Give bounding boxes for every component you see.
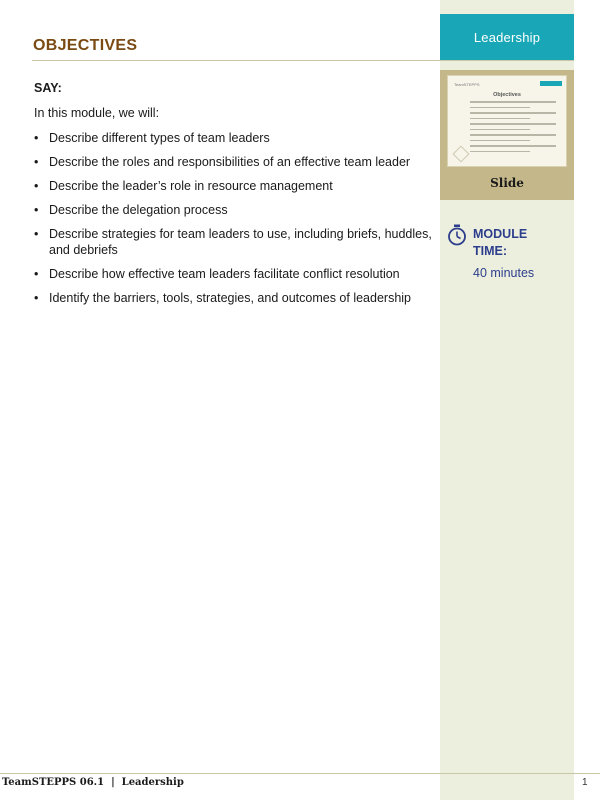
bullet-icon: •	[34, 227, 39, 241]
slide-thumbnail	[447, 75, 567, 167]
slide-thumbnail-text-lines	[470, 101, 556, 156]
page-number: 1	[582, 777, 588, 788]
module-time-label: MODULE TIME:	[473, 227, 528, 258]
slide-thumbnail-tag	[540, 81, 562, 86]
page-title: OBJECTIVES	[33, 37, 138, 54]
slide-thumbnail-brand: TeamSTEPPS	[454, 82, 480, 87]
footer-divider	[0, 773, 600, 774]
stopwatch-icon	[447, 224, 467, 246]
list-item: • Describe the roles and responsibilities of an effective team leader	[34, 155, 411, 169]
slide-caption: Slide	[490, 176, 524, 190]
list-item: • Describe strategies for team leaders to use, including briefs, huddles, and debriefs	[34, 227, 432, 257]
bullet-icon: •	[34, 291, 39, 305]
section-tab-label: Leadership	[473, 29, 541, 45]
bullet-icon: •	[34, 267, 39, 281]
section-tab	[440, 14, 574, 60]
objectives-list	[34, 130, 434, 306]
module-time-value: 40 minutes	[473, 266, 535, 280]
bullet-icon: •	[34, 131, 39, 145]
main-content	[34, 80, 434, 314]
footer-title: TeamSTEPPS 06.1 | Leadership	[2, 777, 184, 788]
list-item: • Describe the delegation process	[34, 203, 228, 217]
intro-text: In this module, we will:	[34, 106, 160, 120]
bullet-icon: •	[34, 155, 39, 169]
slide-thumbnail-logo-icon	[453, 146, 470, 163]
title-divider	[32, 60, 574, 61]
list-item: • Identify the barriers, tools, strategies, and outcomes of leadership	[34, 291, 411, 305]
bullet-icon: •	[34, 203, 39, 217]
list-item: • Describe how effective team leaders facilitate conflict resolution	[34, 267, 400, 281]
slide-thumbnail-title: Objectives	[493, 92, 521, 98]
say-label: SAY:	[34, 81, 62, 95]
list-item: • Describe the leader’s role in resource management	[34, 179, 333, 193]
bullet-icon: •	[34, 179, 39, 193]
list-item: • Describe different types of team leaders	[34, 131, 270, 145]
